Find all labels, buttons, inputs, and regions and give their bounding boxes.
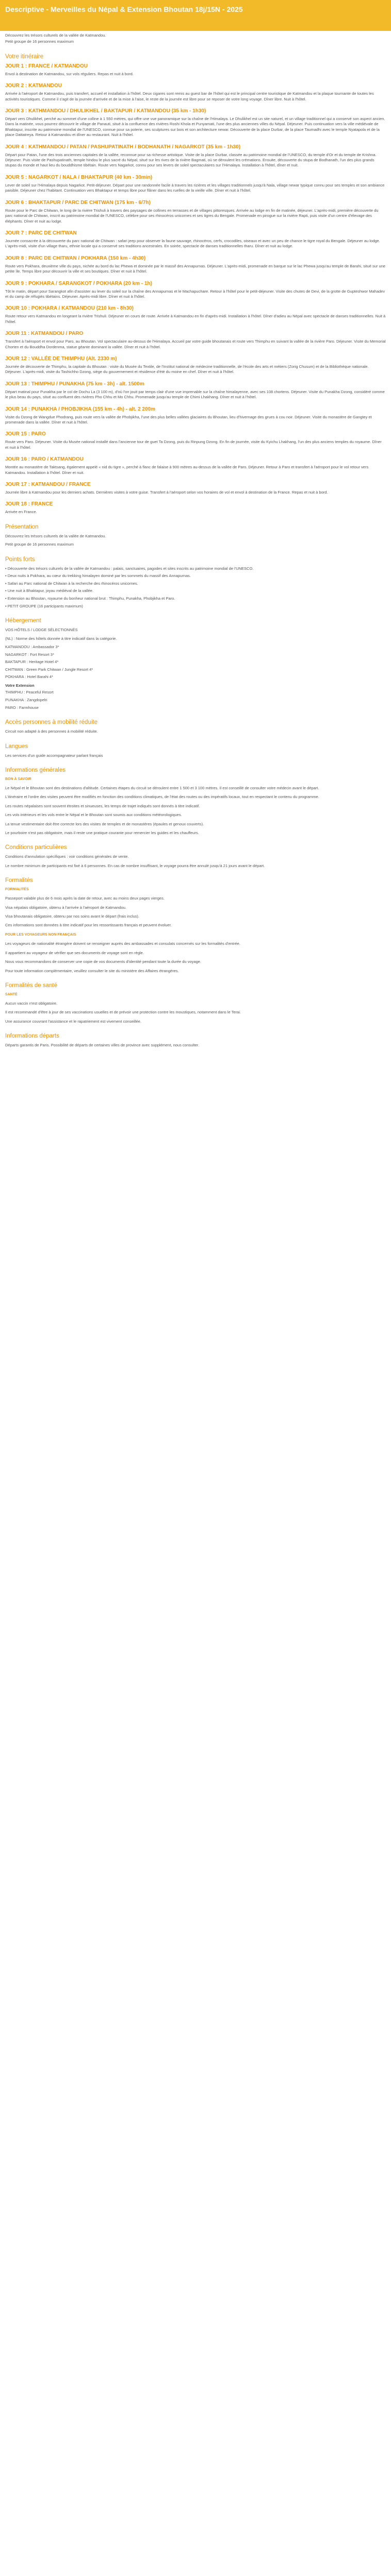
day-7 xyxy=(5,230,386,249)
highlight-item: • Une nuit à Bhaktapur, joyau médiéval de la vallée. xyxy=(5,588,94,594)
sante-paragraph: Il est recommandé d'être à jour de ses vaccinations usuelles et de prévoir une protection contre les moustiques, notamment dans le Terai. xyxy=(5,1010,241,1015)
acces-text: Circuit non adapté à des personnes à mobilité réduite. xyxy=(5,729,98,734)
hotel-item: KATMANDOU : Ambassador 3* xyxy=(5,645,59,650)
presentation-heading: Présentation xyxy=(5,523,39,530)
infos-paragraph: Les routes népalaises sont souvent étroites et sinueuses, les temps de trajet indiqués sont donnés à titre indicatif. xyxy=(5,803,200,808)
day-title: JOUR 15 : PARO xyxy=(5,431,46,437)
day-title: JOUR 11 : KATMANDOU / PARO xyxy=(5,331,84,337)
day-title: JOUR 10 : POKHARA / KATMANDOU (210 km - 8h30) xyxy=(5,306,134,312)
day-title: JOUR 7 : PARC DE CHITWAN xyxy=(5,230,77,236)
presentation-line: Petit groupe de 16 personnes maximum xyxy=(5,542,74,547)
itinerary-heading: Votre itinéraire xyxy=(5,53,44,60)
day-title: JOUR 6 : BHAKTAPUR / PARC DE CHITWAN (175 km - 6/7h) xyxy=(5,199,151,206)
day-title: JOUR 18 : FRANCE xyxy=(5,501,53,507)
page-title: Descriptive - Merveilles du Népal & Extension Bhoutan 18j/15N - 2025 xyxy=(5,5,243,13)
infos-block xyxy=(5,777,386,836)
intro-line: Découvrez les trésors culturels de la vallée de Katmandou. xyxy=(5,33,106,38)
formalites-tag: FORMALITÉS xyxy=(5,888,29,892)
formalites-paragraph: Il appartient au voyageur de vérifier que ses documents de voyage sont en règle. xyxy=(5,950,144,955)
day-18 xyxy=(5,501,386,515)
day-text: Envol à destination de Katmandou, sur vols réguliers. Repas et nuit à bord. xyxy=(5,71,134,76)
formalites-paragraph: Ces informations sont données à titre indicatif pour les ressortissants français et peuvent évoluer. xyxy=(5,923,172,928)
conditions-paragraph: Conditions d'annulation spécifiques : voir conditions générales de vente. xyxy=(5,854,129,859)
day-13 xyxy=(5,381,386,400)
sante-block xyxy=(5,992,386,1024)
day-11 xyxy=(5,331,386,350)
day-14 xyxy=(5,406,386,426)
hebergement-intro: VOS HÔTELS / LODGE SÉLECTIONNÉS xyxy=(5,628,78,633)
day-text: Arrivée en France. xyxy=(5,510,37,515)
day-text: Route pour le Parc de Chitwan, le long de la rivière Trishuli à travers des paysages de collines en terrasses et de villages pittoresques. Arrivée au lodge en fin de matinée, déjeuner. L'après-midi, première découverte du parc national de Chitwan, inscrit au patrimoine mondial de l'UNESCO, célèbre pour ses rhinocéros unicornes et ses tigres du Bengale. Promenade en pirogue sur la rivière Rapti, puis visite d'un centre d'élevage des éléphants. Dîner et nuit au lodge. xyxy=(5,208,379,224)
points-forts-heading: Points forts xyxy=(5,556,35,563)
infos-paragraph: La tenue vestimentaire doit être correcte lors des visites de temples et de monastères (épaules et genoux couverts). xyxy=(5,821,204,826)
day-title: JOUR 17 : KATMANDOU / FRANCE xyxy=(5,482,91,488)
sante-paragraph: Aucun vaccin n'est obligatoire. xyxy=(5,1001,58,1006)
day-text: Route vers Paro. Déjeuner. Visite du Musée national installé dans l'ancienne tour de guet Ta Dzong, puis du Rinpung Dzong. En fin de journée, visite du Kyichu Lhakhang, l'un des plus anciens temples du royaume. Dîner et nuit à l'hôtel. xyxy=(5,439,382,450)
highlight-item: • Deux nuits à Pokhara, au cœur du trekking himalayen dominé par les sommets du massif des Annapurnas. xyxy=(5,573,191,579)
day-text: Visite du Dzong de Wangdue Phodrang, puis route vers la vallée de Phobjikha, l'une des plus belles vallées glaciaires du Bhoutan, lieu d'hivernage des grues à cou noir. Déjeuner. Visite du monastère de Gangtey et promenade dans la vallée. Dîner et nuit à l'hôtel. xyxy=(5,414,372,425)
day-text: Départ vers Dhulikhel, perché au sommet d'une colline à 1 550 mètres, qui offre une vue panoramique sur la chaîne de l'Himalaya. Le Dhulikhel est un site naturel, et un village traditionnel qui a conservé son aspect ancien. Dans la matinée, vous pourrez découvrir le village de Panauti, situé à la confluence des rivières Roshi Khola et Punyamati, l'une des plus anciennes villes du Népal. Déjeuner. Puis continuation vers la ville médiévale de Bhaktapur, inscrite au patrimoine mondial de l'UNESCO, connue pour sa poterie, ses sculptures sur bois et son architecture newar. Découverte de la place Durbar, de la place Taumadhi avec le temple Nyatapola et de la place Dattatreya. Retour à Katmandou et dîner au restaurant. Nuit à l'hôtel. xyxy=(5,116,385,138)
hotel-item: CHITWAN : Green Park Chitwan / Jungle Resort 4* xyxy=(5,667,93,672)
day-title: JOUR 5 : NAGARKOT / NALA / BHAKTAPUR (40 km - 30min) xyxy=(5,174,153,180)
infos-paragraph: L'itinéraire et l'ordre des visites peuvent être modifiés en fonction des conditions climatiques, de l'état des routes ou des impératifs locaux, tout en respectant le contenu du programme. xyxy=(5,794,319,800)
highlight-item: • Découverte des trésors culturels de la vallée de Katmandou : palais, sanctuaires, pagodes et sites inscrits au patrimoine mondial de l'UNESCO. xyxy=(5,566,254,571)
formalites-subhead: POUR LES VOYAGEURS NON FRANÇAIS xyxy=(5,933,76,937)
day-title: JOUR 4 : KATHMANDOU / PATAN / PASHUPATINATH / BODHANATH / NAGARKOT (35 km - 1h30) xyxy=(5,144,241,150)
intro-line: Petit groupe de 16 personnes maximum xyxy=(5,39,74,44)
formalites-paragraph: Passeport valable plus de 6 mois après la date de retour, avec au moins deux pages vierges. xyxy=(5,896,165,901)
formalites-paragraph: Visa bhoutanais obligatoire, obtenu par nos soins avant le départ (frais inclus). xyxy=(5,914,140,919)
hotel-item: PUNAKHA : Zangdopelri xyxy=(5,698,47,702)
formalites-heading: Formalités xyxy=(5,877,33,884)
departs-text: Départs garantis de Paris. Possibilité de départs de certaines villes de province avec supplément, nous consulter. xyxy=(5,1043,200,1048)
conditions-paragraph: Le nombre minimum de participants est fixé à 6 personnes. En cas de nombre insuffisant, le voyage pourra être annulé jusqu'à 21 jours avant le départ. xyxy=(5,863,265,868)
day-2 xyxy=(5,83,386,102)
content xyxy=(0,31,391,1067)
day-text: Transfert à l'aéroport et envol pour Paro, au Bhoutan. Vol spectaculaire au-dessus de l'Himalaya. Accueil par votre guide bhoutanais et route vers Thimphu en suivant la vallée de la rivière Paro. Déjeuner. Visite du Memorial Chorten et du Bouddha Dordenma, statue géante dominant la vallée. Dîner et nuit à l'hôtel. xyxy=(5,339,386,349)
day-title: JOUR 3 : KATHMANDOU / DHULIKHEL / BAKTAPUR / KATMANDOU (35 km - 1h30) xyxy=(5,108,206,114)
highlight-item: • Extension au Bhoutan, royaume du bonheur national brut : Thimphu, Punakha, Phobjikha et Paro. xyxy=(5,596,175,601)
formalites-paragraph: Les voyageurs de nationalité étrangère doivent se renseigner auprès des ambassades et consulats concernés sur les formalités d'entrée. xyxy=(5,941,240,946)
day-text: Montée au monastère de Taktsang, également appelé « nid du tigre », perché à flanc de falaise à 900 mètres au-dessus de la vallée de Paro. Déjeuner. Retour à Paro et transfert à l'aéroport pour le vol retour vers Katmandou. Installation à l'hôtel. Dîner et nuit. xyxy=(5,465,369,475)
hotel-item: THIMPHU : Peaceful Resort xyxy=(5,690,54,695)
day-title: JOUR 2 : KATMANDOU xyxy=(5,83,62,89)
day-16 xyxy=(5,456,386,476)
sante-paragraph: Une assurance couvrant l'assistance et le rapatriement est vivement conseillée. xyxy=(5,1019,142,1024)
day-text: Journée libre à Katmandou pour les derniers achats. Dernières visites à votre guise. Transfert à l'aéroport selon vos horaires de vol et envol à destination de la France. Repas et nuit à bord. xyxy=(5,490,328,495)
day-title: JOUR 1 : FRANCE / KATMANDOU xyxy=(5,63,88,69)
day-title: JOUR 8 : PARC DE CHITWAN / POKHARA (150 km - 4h30) xyxy=(5,255,146,261)
formalites-paragraph: Visa népalais obligatoire, obtenu à l'arrivée à l'aéroport de Katmandou. xyxy=(5,905,126,910)
day-title: JOUR 9 : POKHARA / SARANGKOT / POKHARA (20 km - 1h) xyxy=(5,280,152,286)
day-15 xyxy=(5,431,386,450)
infos-paragraph: Le pourboire n'est pas obligatoire, mais il reste une pratique courante pour remercier les guides et les chauffeurs. xyxy=(5,831,199,836)
formalites-block xyxy=(5,887,386,974)
highlight-item: • PETIT GROUPE (16 participants maximum) xyxy=(5,603,83,608)
conditions-block xyxy=(5,854,386,869)
hotel-item: PARO : Farmhouse xyxy=(5,705,39,710)
day-text: Journée de découverte de Thimphu, la capitale du Bhoutan : visite du Musée du Textile, de l'Institut national de médecine traditionnelle, de l'école des arts et métiers (Zorig Chusum) et de la Bibliothèque nationale. Déjeuner. L'après-midi, visite du Tashichho Dzong, siège du gouvernement et résidence d'été du moine en chef. Dîner et nuit à l'hôtel. xyxy=(5,364,369,375)
bhutan-subhead: Votre Extension xyxy=(5,683,35,688)
departs-heading: Informations départs xyxy=(5,1033,59,1040)
sante-heading: Formalités de santé xyxy=(5,982,57,989)
day-text: Route vers Pokhara, deuxième ville du pays, nichée au bord du lac Phewa et dominée par le massif des Annapurnas. Déjeuner. L'après-midi, promenade en barque sur le lac Phewa jusqu'au temple de Barahi, situé sur une petite île. Temps libre pour découvrir la ville et ses boutiques. Dîner et nuit à l'hôtel. xyxy=(5,263,386,274)
day-10 xyxy=(5,306,386,325)
formalites-paragraph: Nous vous recommandons de conserver une copie de vos documents d'identité pendant toute la durée du voyage. xyxy=(5,959,202,964)
itinerary-days xyxy=(5,63,386,515)
day-text: Route retour vers Katmandou en longeant la rivière Trishuli. Déjeuner en cours de route. Arrivée à Katmandou en fin d'après-midi. Installation à l'hôtel. Dîner d'adieu au Népal avec spectacle de danses traditionnelles. Nuit à l'hôtel. xyxy=(5,314,386,324)
day-title: JOUR 14 : PUNAKHA / PHOBJIKHA (155 km - 4h) - alt. 2 200m xyxy=(5,406,156,412)
conditions-heading: Conditions particulières xyxy=(5,844,67,851)
header-banner xyxy=(0,0,391,31)
day-8 xyxy=(5,256,386,275)
hotel-item: BAKTAPUR : Heritage Hotel 4* xyxy=(5,659,59,665)
infos-paragraph: Les vols intérieurs et les vols entre le Népal et le Bhoutan sont soumis aux conditions météorologiques. xyxy=(5,812,182,818)
day-3 xyxy=(5,108,386,138)
day-title: JOUR 16 : PARO / KATMANDOU xyxy=(5,456,84,463)
day-title: JOUR 13 : THIMPHU / PUNAKHA (75 km - 3h) - alt. 1500m xyxy=(5,381,144,387)
intro xyxy=(5,33,386,45)
day-9 xyxy=(5,281,386,300)
day-text: Départ matinal pour Punakha par le col de Dochu La (3 100 m), d'où l'on jouit par temps clair d'une vue imprenable sur la chaîne himalayenne, avec ses 108 chortens. Déjeuner. Visite du Punakha Dzong, considéré comme le plus beau du pays, situé au confluent des rivières Pho Chhu et Mo Chhu. Promenade jusqu'au temple de Chimi Lhakhang. Dîner et nuit à l'hôtel. xyxy=(5,389,385,400)
acces-heading: Accès personnes à mobilité réduite xyxy=(5,719,97,726)
langues-heading: Langues xyxy=(5,743,28,750)
infos-heading: Informations générales xyxy=(5,767,66,773)
hotel-item: POKHARA : Hotel Barahi 4* xyxy=(5,674,53,680)
hotel-item: NAGARKOT : Fort Resort 3* xyxy=(5,652,54,657)
day-4 xyxy=(5,144,386,168)
infos-tag: BON À SAVOIR xyxy=(5,777,31,781)
day-text: Journée consacrée à la découverte du parc national de Chitwan : safari jeep pour observer la faune sauvage, rhinocéros, cerfs, crocodiles, oiseaux et avec un peu de chance le tigre royal du Bengale. Déjeuner au lodge. L'après-midi, visite d'un village tharu, ethnie locale qui a conservé ses traditions ancestrales. En soirée, spectacle de danses traditionnelles tharu. Dîner et nuit au lodge. xyxy=(5,238,380,249)
day-text: Lever de soleil sur l'Himalaya depuis Nagarkot. Petit-déjeuner. Départ pour une randonnée facile à travers les rizières et les villages traditionnels jusqu'à Nala, village newar typique connu pour ses temples et son ambiance paisible. Déjeuner chez l'habitant. Continuation vers Bhaktapur et temps libre pour flâner dans les ruelles de la vieille ville. Dîner et nuit à l'hôtel. xyxy=(5,182,385,193)
hebergement-heading: Hébergement xyxy=(5,618,41,624)
formalites-paragraph: Pour toute information complémentaire, veuillez consulter le site du ministère des Affaires étrangères. xyxy=(5,968,179,973)
infos-paragraph: Le Népal et le Bhoutan sont des destinations d'altitude. Certaines étapes du circuit se déroulent entre 1 500 et 3 100 mètres. Il est conseillé de consulter votre médecin avant le départ. xyxy=(5,786,319,790)
presentation-line: Découvrez les trésors culturels de la vallée de Katmandou. xyxy=(5,533,106,538)
hebergement-note: (NL) : Norme des hôtels donnée à titre indicatif dans la catégorie. xyxy=(5,636,117,641)
day-17 xyxy=(5,482,386,495)
langues-text: Les services d'un guide accompagnateur parlant français xyxy=(5,753,103,758)
day-text: Tôt le matin, départ pour Sarangkot afin d'assister au lever du soleil sur la chaîne des Annapurnas et le Machapuchare. Retour à l'hôtel pour le petit-déjeuner. Visite des chutes de Devi, de la grotte de Gupteshwor Mahadev et du camp de réfugiés tibétains. Déjeuner. Après-midi libre. Dîner et nuit à l'hôtel. xyxy=(5,289,385,299)
day-6 xyxy=(5,200,386,224)
day-title: JOUR 12 : VALLÉE DE THIMPHU (Alt. 2330 m) xyxy=(5,355,117,362)
day-5 xyxy=(5,175,386,194)
day-12 xyxy=(5,356,386,375)
day-text: Arrivée à l'aéroport de Katmandou, puis transfert, accueil et installation à l'hôtel. Deux cigares sont remis au guest bar de l'hôtel qui est le principal centre touristique de Katmandou et la plaque tournante de toutes les activités touristiques. Comme il s'agit de la journée d'arrivée et de la mise à l'aise, le reste de la journée est libre pour se reposer de votre long voyage. Dîner libre. Nuit à l'hôtel. xyxy=(5,91,374,101)
day-1 xyxy=(5,63,386,77)
highlight-item: • Safari au Parc national de Chitwan à la recherche des rhinocéros unicornes. xyxy=(5,581,138,586)
sante-tag: SANTÉ xyxy=(5,992,18,996)
day-text: Départ pour Patan, l'une des trois anciennes capitales de la vallée, reconnue pour sa richesse artistique. Visite de la place Durbar, classée au patrimoine mondial de l'UNESCO, du temple d'Or et du temple de Krishna. Déjeuner. Puis visite de Pashupatinath, temple hindou le plus sacré du Népal, situé sur les rives de la rivière Bagmati, où se déroulent les crémations. Ensuite, découverte du stupa de Bodhanath, l'un des plus grands stupas du monde et haut lieu du bouddhisme tibétain. Route vers Nagarkot, connu pour ses levers de soleil spectaculaires sur l'Himalaya. Installation à l'hôtel, dîner et nuit. xyxy=(5,152,377,168)
